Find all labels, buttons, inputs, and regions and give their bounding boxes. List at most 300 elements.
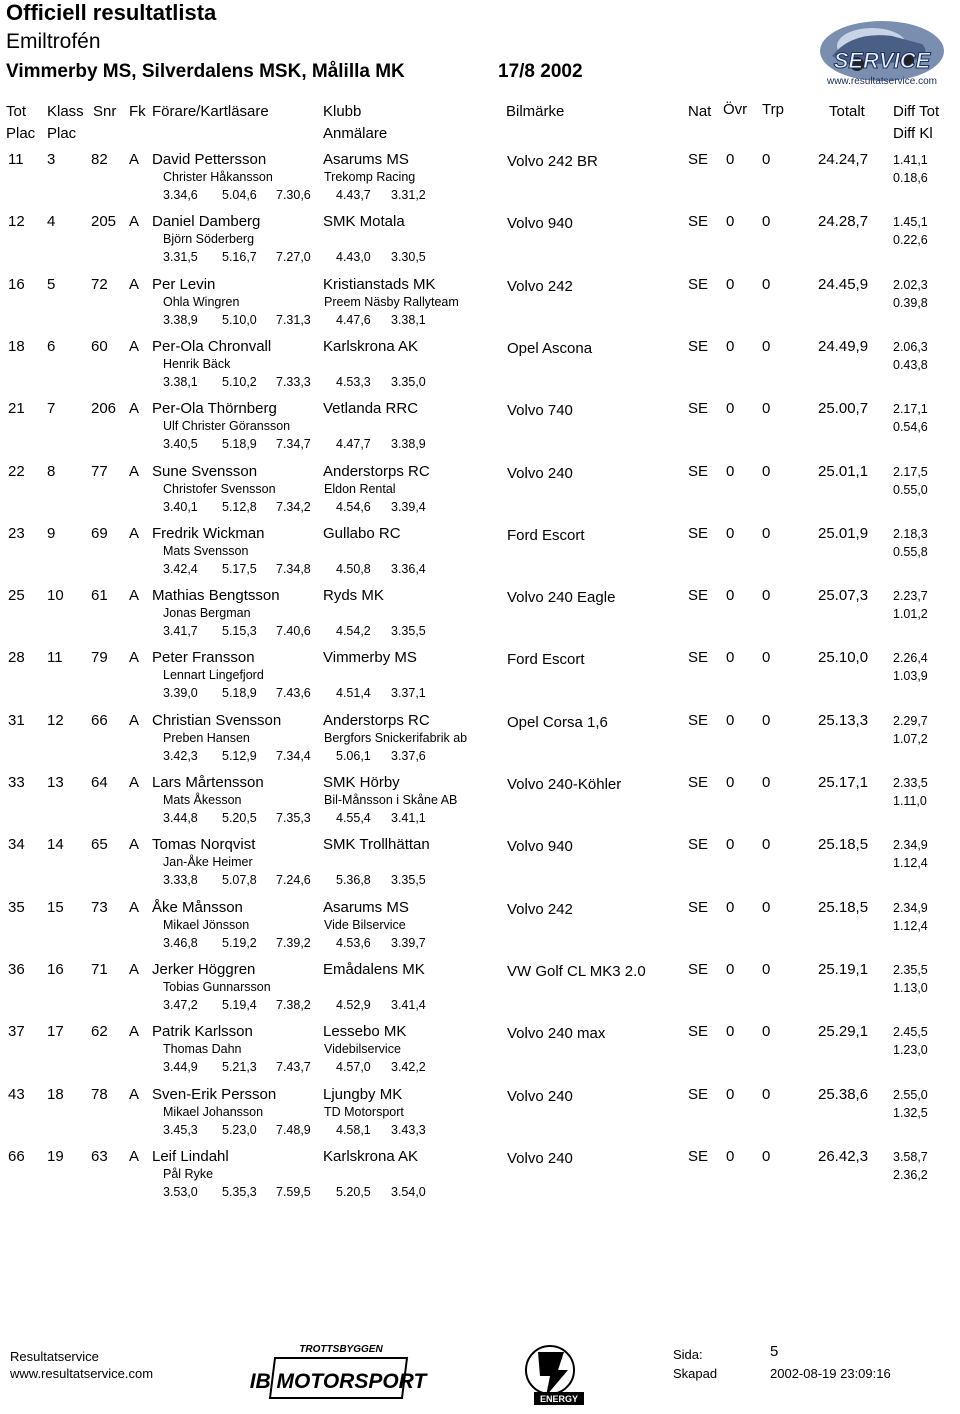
cell-nat: SE (688, 836, 709, 854)
svg-text:TROTTSBYGGEN: TROTTSBYGGEN (299, 1344, 383, 1355)
cell-snr: 206 (91, 400, 117, 418)
cell-s5: 3.35,5 (391, 624, 426, 639)
cell-fk: A (129, 151, 140, 168)
cell-s4: 4.50,8 (336, 561, 371, 576)
cell-fk: A (129, 462, 140, 480)
cell-driver: Per-Ola Chronvall (152, 337, 272, 355)
cell-car: Volvo 240 (507, 464, 573, 482)
cell-car: Volvo 242 (507, 277, 573, 295)
cell-s1: 3.41,7 (163, 624, 198, 639)
cell-codriver: Thomas Dahn (163, 1042, 242, 1057)
cell-total: 25.07,3 (818, 587, 869, 605)
cell-ovr: 0 (726, 1085, 735, 1103)
cell-snr: 77 (91, 462, 108, 480)
col-club: Klubb (323, 103, 362, 120)
cell-club: Vimmerby MS (323, 649, 417, 667)
cell-diffkl: 1.07,2 (893, 731, 928, 746)
cell-nat: SE (688, 711, 709, 729)
col-klass: Klass (47, 103, 84, 120)
cell-trp: 0 (762, 711, 771, 729)
cell-entrant: Eldon Rental (324, 481, 396, 496)
cell-driver: Jerker Höggren (152, 960, 256, 978)
cell-s3: 7.24,6 (276, 873, 311, 888)
cell-s4: 4.43,7 (336, 188, 371, 202)
cell-trp: 0 (762, 836, 771, 854)
cell-ovr: 0 (726, 1023, 735, 1041)
cell-diffkl: 1.13,0 (893, 980, 928, 995)
cell-club: Emådalens MK (323, 960, 425, 978)
cell-klass: 7 (47, 400, 56, 418)
cell-nat: SE (688, 1023, 709, 1041)
cell-s4: 4.54,6 (336, 499, 371, 514)
cell-klass: 6 (47, 337, 56, 355)
cell-nat: SE (688, 1147, 709, 1165)
cell-total: 25.13,3 (818, 711, 869, 729)
cell-ovr: 0 (726, 898, 735, 916)
cell-total: 25.18,5 (818, 898, 869, 916)
cell-s3: 7.43,7 (276, 1060, 311, 1075)
cell-klass: 9 (47, 524, 56, 542)
created-label: Skapad (673, 1366, 718, 1381)
cell-club: Anderstorps RC (323, 462, 430, 480)
cell-difftot: 2.02,3 (893, 277, 928, 292)
col-tot-plac: Plac (6, 125, 36, 142)
cell-s5: 3.35,5 (391, 873, 426, 888)
cell-diffkl: 1.12,4 (893, 918, 928, 933)
cell-difftot: 1.41,1 (893, 153, 928, 167)
cell-s2: 5.19,4 (222, 997, 257, 1012)
cell-klass: 3 (47, 151, 56, 168)
cell-fk: A (129, 774, 140, 791)
cell-klass: 18 (47, 1085, 64, 1103)
cell-s3: 7.38,2 (276, 997, 311, 1012)
col-diff-kl: Diff Kl (893, 125, 933, 142)
cell-entrant: Vide Bilservice (324, 917, 406, 932)
cell-diffkl: 1.32,5 (893, 1105, 928, 1120)
cell-car: Volvo 240 (507, 1149, 573, 1167)
cell-tot: 16 (8, 275, 25, 293)
cell-s2: 5.10,0 (222, 312, 257, 327)
cell-trp: 0 (762, 1085, 771, 1103)
cell-diffkl: 1.11,0 (893, 794, 927, 808)
cell-ovr: 0 (726, 151, 735, 168)
cell-trp: 0 (762, 462, 771, 480)
cell-snr: 62 (91, 1023, 108, 1041)
cell-diffkl: 1.03,9 (893, 669, 928, 684)
cell-total: 25.38,6 (818, 1085, 869, 1103)
cell-nat: SE (688, 960, 709, 978)
col-diff-tot: Diff Tot (893, 103, 940, 120)
cell-s1: 3.31,5 (163, 250, 198, 265)
col-trp: Trp (762, 101, 784, 118)
cell-ovr: 0 (726, 1147, 735, 1165)
cell-driver: Per Levin (152, 275, 216, 293)
cell-ovr: 0 (726, 711, 735, 729)
cell-s2: 5.12,9 (222, 748, 257, 763)
cell-s1: 3.53,0 (163, 1184, 198, 1199)
cell-s3: 7.33,3 (276, 374, 311, 389)
cell-klass: 8 (47, 462, 56, 480)
cell-s2: 5.23,0 (222, 1122, 257, 1137)
cell-klass: 17 (47, 1023, 64, 1041)
cell-klass: 12 (47, 711, 64, 729)
cell-snr: 65 (91, 836, 108, 854)
cell-s3: 7.27,0 (276, 250, 311, 265)
cell-snr: 205 (91, 213, 117, 231)
cell-s4: 5.20,5 (336, 1184, 371, 1199)
energy-logo (520, 1340, 592, 1408)
col-ovr: Övr (723, 101, 748, 118)
cell-klass: 10 (47, 587, 64, 605)
cell-trp: 0 (762, 649, 771, 667)
cell-driver: Lars Mårtensson (152, 774, 264, 791)
col-entrant: Anmälare (323, 125, 388, 142)
cell-driver: David Pettersson (152, 151, 267, 168)
cell-car: Volvo 740 (507, 402, 573, 420)
page-number: 5 (770, 1343, 779, 1360)
cell-trp: 0 (762, 587, 771, 605)
cell-fk: A (129, 213, 140, 231)
cell-total: 24.45,9 (818, 275, 869, 293)
cell-entrant: Bergfors Snickerifabrik ab (324, 730, 468, 745)
cell-diffkl: 0.55,8 (893, 544, 928, 559)
cell-driver: Tomas Norqvist (152, 836, 256, 854)
cell-s3: 7.59,5 (276, 1184, 311, 1199)
cell-total: 25.01,9 (818, 524, 869, 542)
cell-trp: 0 (762, 898, 771, 916)
cell-s2: 5.19,2 (222, 935, 257, 950)
col-driver: Förare/Kartläsare (152, 103, 269, 120)
cell-total: 25.10,0 (818, 649, 869, 667)
cell-difftot: 2.35,5 (893, 962, 928, 977)
col-tot: Tot (6, 103, 27, 120)
cell-nat: SE (688, 774, 709, 791)
cell-s1: 3.40,5 (163, 437, 198, 452)
cell-car: Ford Escort (507, 651, 585, 669)
cell-snr: 69 (91, 524, 108, 542)
cell-difftot: 2.45,5 (893, 1025, 928, 1040)
cell-fk: A (129, 711, 140, 729)
cell-club: Ljungby MK (323, 1085, 403, 1103)
cell-club: SMK Hörby (323, 774, 400, 791)
cell-difftot: 2.34,9 (893, 900, 928, 915)
cell-klass: 13 (47, 774, 64, 791)
cell-s2: 5.18,9 (222, 437, 257, 452)
cell-nat: SE (688, 337, 709, 355)
cell-difftot: 2.55,0 (893, 1087, 928, 1102)
cell-tot: 35 (8, 898, 25, 916)
cell-club: Lessebo MK (323, 1023, 407, 1041)
cell-s4: 4.47,7 (336, 437, 371, 452)
cell-s3: 7.34,4 (276, 748, 311, 763)
event-date: 17/8 2002 (498, 61, 583, 82)
cell-total: 25.17,1 (818, 774, 869, 791)
cell-trp: 0 (762, 774, 771, 791)
cell-s3: 7.39,2 (276, 935, 311, 950)
cell-total: 25.00,7 (818, 400, 869, 418)
cell-codriver: Ulf Christer Göransson (163, 419, 291, 434)
cell-s1: 3.38,9 (163, 312, 198, 327)
cell-driver: Fredrik Wickman (152, 524, 265, 542)
cell-s5: 3.42,2 (391, 1060, 426, 1075)
col-klass-plac: Plac (47, 125, 77, 142)
cell-fk: A (129, 649, 140, 667)
cell-tot: 66 (8, 1147, 25, 1165)
svg-text:IB MOTORSPORT: IB MOTORSPORT (249, 1370, 427, 1393)
svg-text:SERVICE: SERVICE (833, 48, 931, 73)
cell-trp: 0 (762, 1147, 771, 1165)
cell-s1: 3.46,8 (163, 935, 198, 950)
cell-car: Volvo 940 (507, 838, 573, 856)
cell-nat: SE (688, 275, 709, 293)
cell-s1: 3.44,8 (163, 811, 198, 825)
cell-s5: 3.30,5 (391, 250, 426, 265)
cell-club: Gullabo RC (323, 524, 401, 542)
cell-ovr: 0 (726, 275, 735, 293)
cell-klass: 5 (47, 275, 56, 293)
cell-difftot: 3.58,7 (893, 1149, 928, 1164)
cell-codriver: Christofer Svensson (163, 481, 276, 496)
cell-s3: 7.48,9 (276, 1122, 311, 1137)
cell-snr: 66 (91, 711, 108, 729)
col-nat: Nat (688, 103, 712, 120)
cell-club: SMK Trollhättan (323, 836, 430, 854)
cell-entrant: Videbilservice (324, 1042, 401, 1057)
cell-fk: A (129, 337, 140, 355)
resultatservice-logo (812, 6, 952, 88)
cell-diffkl: 1.01,2 (893, 607, 928, 622)
cell-nat: SE (688, 1085, 709, 1103)
cell-s5: 3.37,6 (391, 748, 426, 763)
cell-tot: 18 (8, 337, 25, 355)
cell-driver: Christian Svensson (152, 711, 282, 729)
cell-nat: SE (688, 587, 709, 605)
cell-club: Asarums MS (323, 898, 409, 916)
cell-ovr: 0 (726, 400, 735, 418)
cell-snr: 64 (91, 774, 108, 791)
cell-snr: 71 (91, 960, 108, 978)
cell-entrant: TD Motorsport (324, 1104, 404, 1119)
cell-snr: 82 (91, 151, 108, 168)
cell-total: 24.49,9 (818, 337, 869, 355)
cell-s1: 3.40,1 (163, 499, 198, 514)
cell-snr: 72 (91, 275, 108, 293)
cell-diffkl: 0.55,0 (893, 482, 928, 497)
cell-fk: A (129, 1147, 140, 1165)
cell-car: Opel Corsa 1,6 (507, 713, 608, 731)
cell-s3: 7.40,6 (276, 624, 311, 639)
cell-codriver: Mikael Jönsson (163, 917, 250, 932)
cell-trp: 0 (762, 524, 771, 542)
cell-s4: 4.54,2 (336, 624, 371, 639)
cell-s5: 3.38,9 (391, 437, 426, 452)
cell-s4: 4.47,6 (336, 312, 371, 327)
cell-s1: 3.44,9 (163, 1060, 198, 1075)
cell-driver: Åke Månsson (152, 898, 243, 916)
cell-tot: 11 (8, 151, 24, 168)
cell-ovr: 0 (726, 774, 735, 791)
cell-s5: 3.35,0 (391, 374, 426, 389)
cell-difftot: 2.29,7 (893, 713, 928, 728)
cell-snr: 63 (91, 1147, 108, 1165)
cell-s5: 3.31,2 (391, 188, 426, 202)
cell-car: Ford Escort (507, 526, 585, 544)
cell-s3: 7.43,6 (276, 686, 311, 701)
cell-car: VW Golf CL MK3 2.0 (507, 962, 646, 980)
svg-text:www.resultatservice.com: www.resultatservice.com (826, 76, 938, 87)
cell-s2: 5.12,8 (222, 499, 257, 514)
cell-s5: 3.54,0 (391, 1184, 426, 1199)
cell-tot: 34 (8, 836, 25, 854)
cell-snr: 78 (91, 1085, 108, 1103)
cell-s1: 3.45,3 (163, 1122, 198, 1137)
cell-entrant: Preem Näsby Rallyteam (324, 294, 459, 309)
cell-codriver: Jan-Åke Heimer (163, 855, 253, 870)
cell-s2: 5.18,9 (222, 686, 257, 701)
col-fk: Fk (129, 103, 146, 120)
cell-car: Volvo 242 (507, 900, 573, 918)
cell-car: Opel Ascona (507, 339, 593, 357)
cell-s4: 4.52,9 (336, 997, 371, 1012)
cell-s5: 3.36,4 (391, 561, 426, 576)
cell-car: Volvo 240 Eagle (507, 589, 616, 607)
cell-s4: 5.06,1 (336, 748, 371, 763)
cell-klass: 11 (47, 649, 63, 667)
cell-nat: SE (688, 524, 709, 542)
cell-s5: 3.39,4 (391, 499, 426, 514)
cell-codriver: Ohla Wingren (163, 294, 240, 309)
cell-driver: Patrik Karlsson (152, 1023, 253, 1041)
svg-text:ENERGY: ENERGY (539, 1394, 579, 1404)
cell-trp: 0 (762, 960, 771, 978)
footer-url[interactable]: www.resultatservice.com (10, 1366, 154, 1381)
cell-club: Vetlanda RRC (323, 400, 419, 418)
cell-difftot: 2.17,1 (893, 402, 928, 417)
col-snr: Snr (93, 103, 117, 120)
cell-s1: 3.33,8 (163, 873, 198, 888)
cell-s3: 7.30,6 (276, 188, 311, 202)
cell-nat: SE (688, 213, 709, 231)
cell-car: Volvo 940 (507, 215, 573, 233)
cell-snr: 61 (91, 587, 108, 605)
cell-tot: 28 (8, 649, 25, 667)
created-value: 2002-08-19 23:09:16 (770, 1366, 891, 1381)
cell-s5: 3.38,1 (391, 312, 426, 327)
cell-club: SMK Motala (323, 213, 405, 231)
cell-tot: 43 (8, 1085, 25, 1103)
cell-driver: Mathias Bengtsson (152, 587, 280, 605)
cell-difftot: 2.33,5 (893, 776, 928, 790)
cell-trp: 0 (762, 151, 771, 168)
cell-codriver: Pål Ryke (163, 1166, 214, 1181)
cell-klass: 4 (47, 213, 56, 231)
cell-ovr: 0 (726, 649, 735, 667)
cell-codriver: Henrik Bäck (163, 356, 231, 371)
cell-codriver: Preben Hansen (163, 730, 250, 745)
cell-tot: 12 (8, 213, 25, 231)
cell-total: 26.42,3 (818, 1147, 869, 1165)
cell-codriver: Lennart Lingefjord (163, 668, 264, 683)
cell-fk: A (129, 1023, 140, 1041)
cell-fk: A (129, 836, 140, 854)
cell-tot: 21 (8, 400, 25, 418)
cell-s3: 7.34,2 (276, 499, 311, 514)
cell-fk: A (129, 524, 140, 542)
cell-diffkl: 1.23,0 (893, 1043, 928, 1058)
cell-s1: 3.38,1 (163, 374, 198, 389)
cell-fk: A (129, 960, 140, 978)
cell-ovr: 0 (726, 462, 735, 480)
cell-s4: 4.43,0 (336, 250, 371, 265)
event-name: Emiltrofén (6, 30, 101, 53)
cell-ovr: 0 (726, 337, 735, 355)
cell-klass: 19 (47, 1147, 64, 1165)
cell-difftot: 2.18,3 (893, 526, 928, 541)
cell-total: 25.01,1 (818, 462, 869, 480)
cell-club: Ryds MK (323, 587, 384, 605)
cell-club: Anderstorps RC (323, 711, 430, 729)
cell-fk: A (129, 898, 140, 916)
cell-club: Asarums MS (323, 151, 409, 168)
cell-s2: 5.16,7 (222, 250, 257, 265)
cell-nat: SE (688, 400, 709, 418)
cell-driver: Daniel Damberg (152, 213, 261, 231)
cell-s3: 7.34,8 (276, 561, 311, 576)
cell-s2: 5.04,6 (222, 188, 257, 202)
cell-diffkl: 0.22,6 (893, 233, 928, 248)
cell-s5: 3.41,1 (391, 811, 426, 825)
cell-car: Volvo 240-Köhler (507, 776, 622, 793)
cell-difftot: 2.26,4 (893, 651, 928, 666)
cell-trp: 0 (762, 1023, 771, 1041)
cell-tot: 31 (8, 711, 25, 729)
cell-snr: 79 (91, 649, 108, 667)
cell-total: 25.18,5 (818, 836, 869, 854)
cell-codriver: Mikael Johansson (163, 1104, 264, 1119)
cell-s4: 4.58,1 (336, 1122, 371, 1137)
cell-trp: 0 (762, 213, 771, 231)
cell-fk: A (129, 275, 140, 293)
cell-klass: 15 (47, 898, 64, 916)
cell-club: Kristianstads MK (323, 275, 436, 293)
cell-diffkl: 0.39,8 (893, 295, 928, 310)
cell-s2: 5.17,5 (222, 561, 257, 576)
cell-difftot: 1.45,1 (893, 215, 928, 230)
cell-driver: Sune Svensson (152, 462, 258, 480)
cell-nat: SE (688, 462, 709, 480)
cell-tot: 37 (8, 1023, 25, 1041)
cell-difftot: 2.34,9 (893, 838, 928, 853)
cell-s2: 5.10,2 (222, 374, 257, 389)
cell-codriver: Mats Svensson (163, 543, 249, 558)
cell-club: Karlskrona AK (323, 337, 419, 355)
cell-car: Volvo 242 BR (507, 153, 598, 170)
cell-s3: 7.31,3 (276, 312, 311, 327)
cell-tot: 25 (8, 587, 25, 605)
cell-car: Volvo 240 (507, 1087, 573, 1105)
cell-s4: 5.36,8 (336, 873, 371, 888)
cell-driver: Peter Fransson (152, 649, 255, 667)
cell-s1: 3.42,4 (163, 561, 198, 576)
cell-s2: 5.20,5 (222, 811, 257, 825)
cell-difftot: 2.17,5 (893, 464, 928, 479)
cell-fk: A (129, 587, 140, 605)
cell-snr: 60 (91, 337, 108, 355)
cell-difftot: 2.06,3 (893, 339, 928, 354)
cell-fk: A (129, 400, 140, 418)
cell-codriver: Björn Söderberg (163, 232, 255, 247)
cell-snr: 73 (91, 898, 108, 916)
